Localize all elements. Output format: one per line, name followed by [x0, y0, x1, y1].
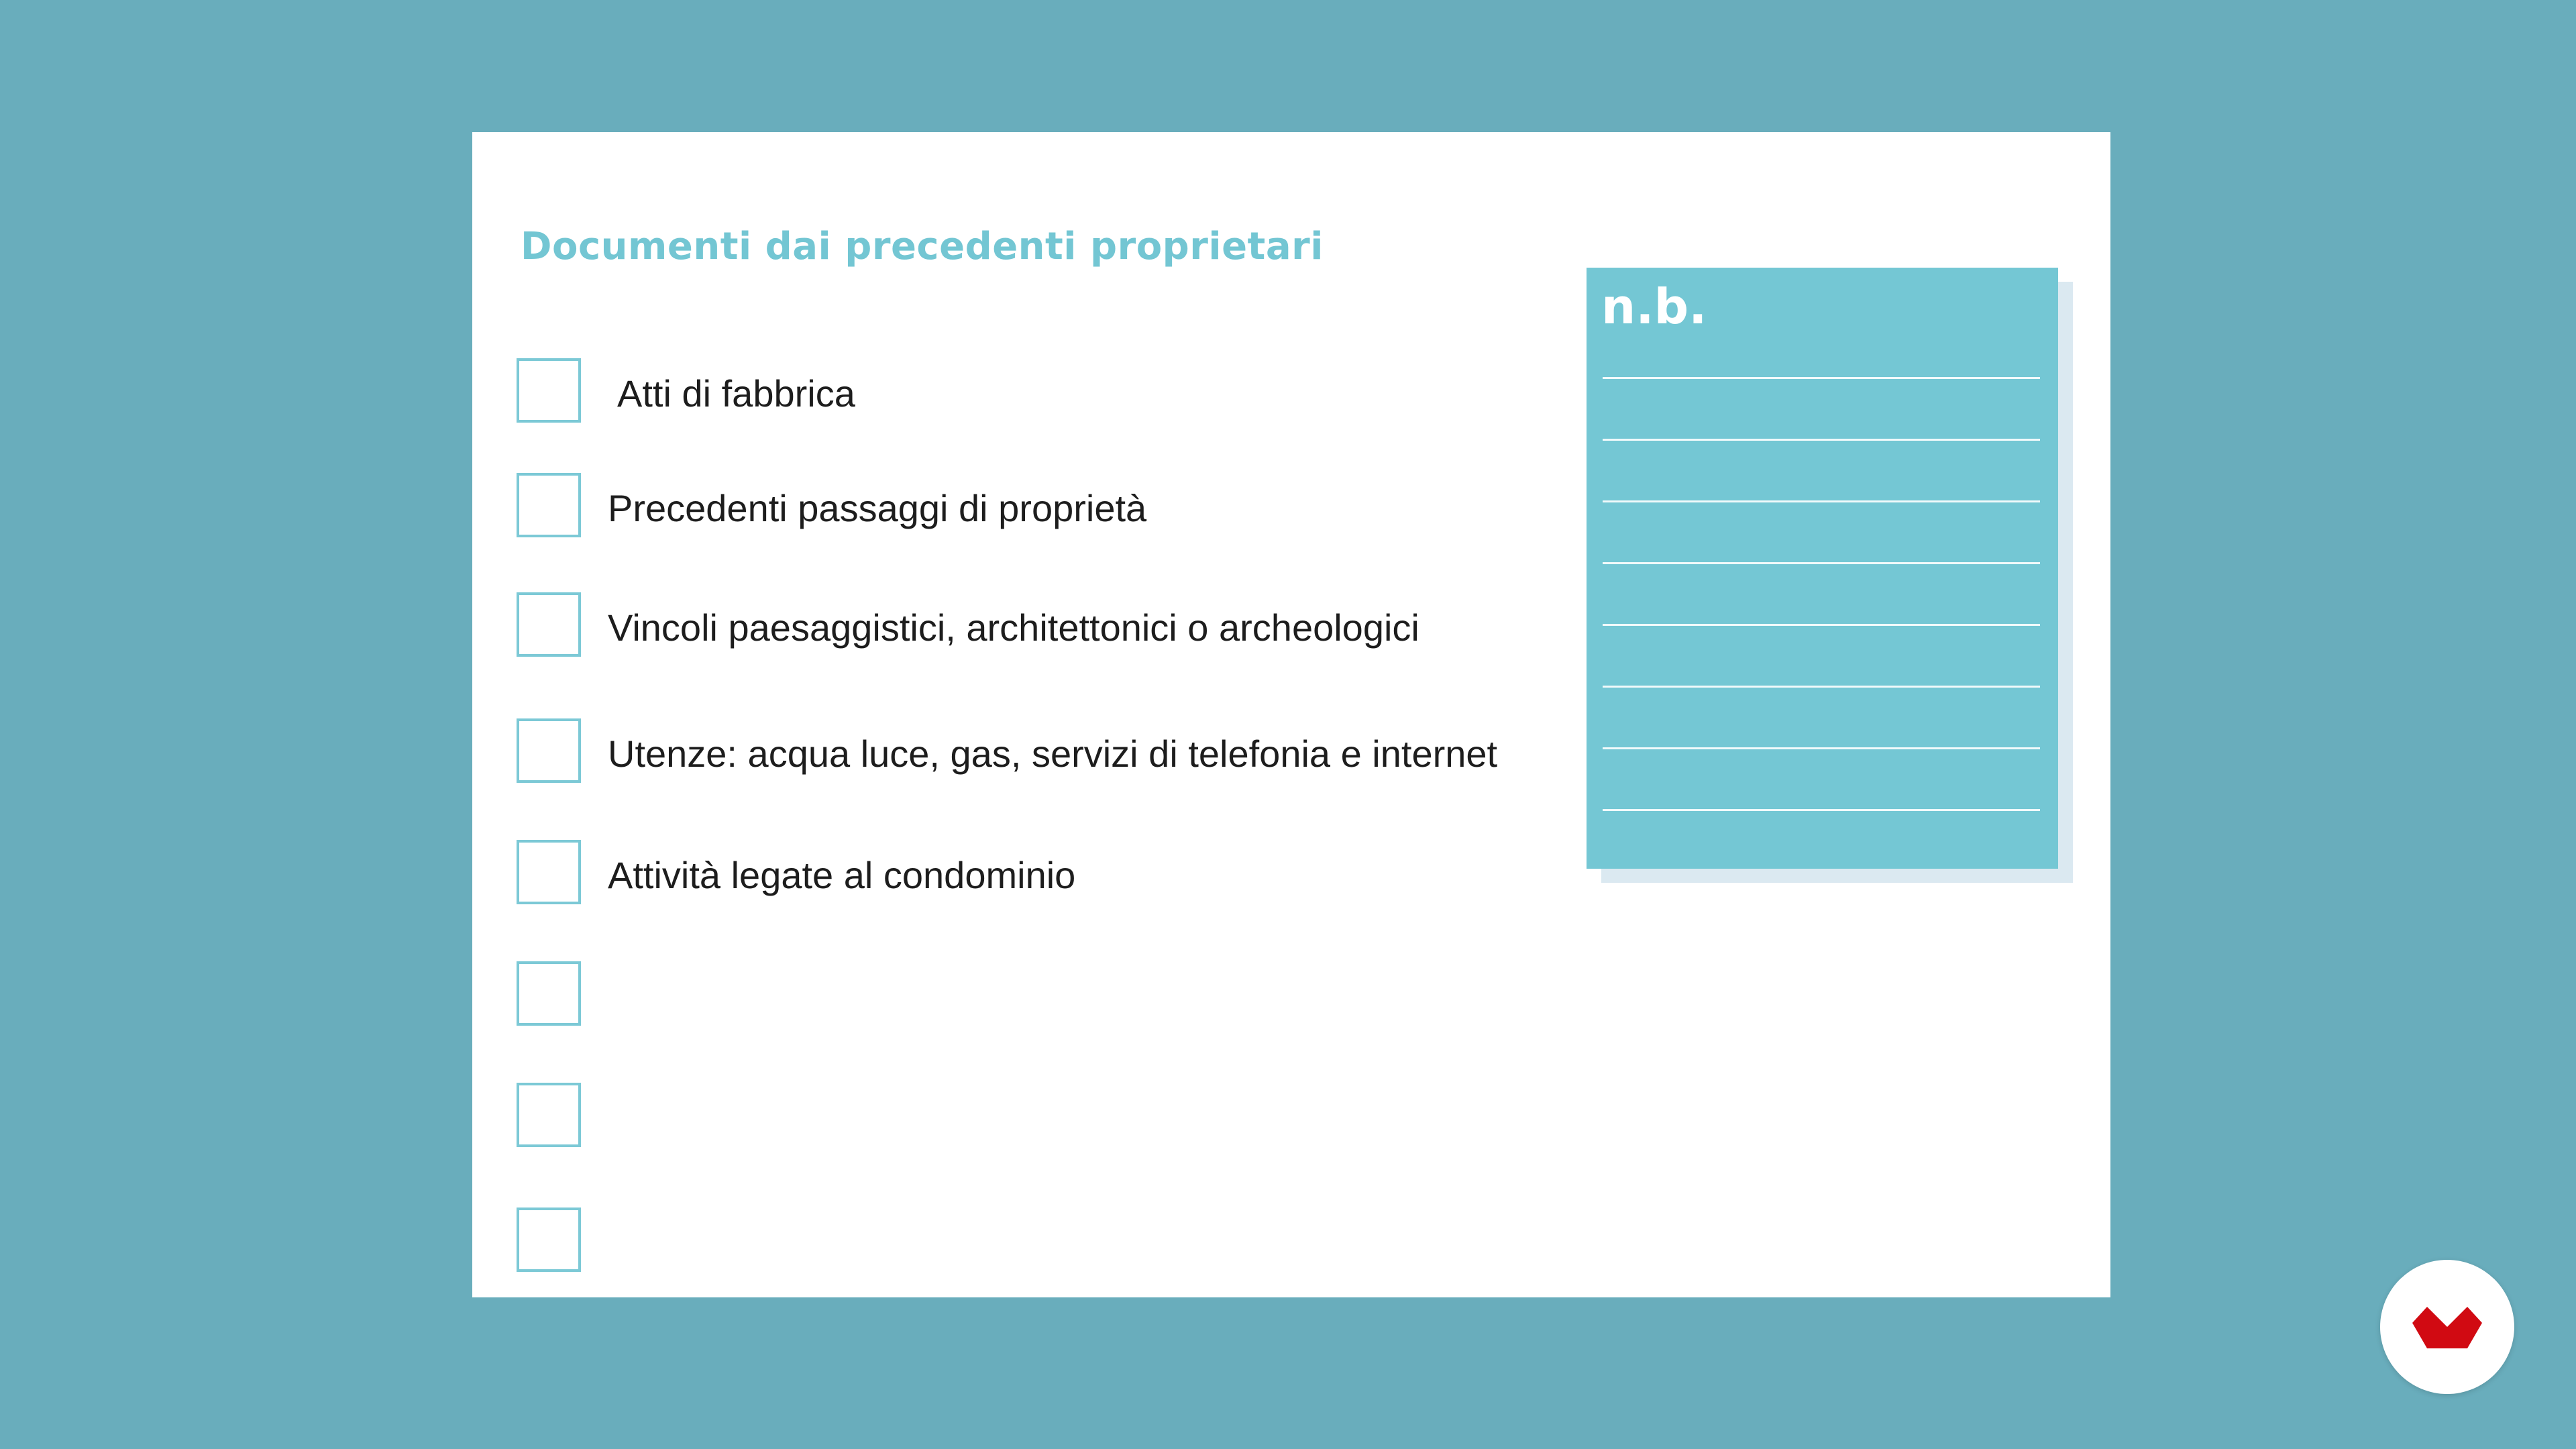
- checklist-item: [517, 473, 1590, 537]
- checklist-item-label: Vincoli paesaggistici, architettonici o archeologici: [608, 606, 1419, 649]
- note-title: n.b.: [1601, 278, 1707, 335]
- checklist-card: [472, 132, 2110, 1297]
- note-pad: [1587, 268, 2058, 869]
- checklist-item-label: Precedenti passaggi di proprietà: [608, 487, 1147, 529]
- checklist-item: [517, 1083, 1590, 1147]
- checklist-item: [517, 1208, 1590, 1272]
- checklist-item: [517, 840, 1590, 904]
- checklist-item-label: Attività legate al condominio: [608, 854, 1076, 896]
- note-line: [1603, 439, 2040, 441]
- checkbox[interactable]: [517, 1208, 581, 1272]
- checkbox[interactable]: [517, 840, 581, 904]
- checklist-item: [517, 718, 1590, 783]
- checklist-item-label: Utenze: acqua luce, gas, servizi di telefonia e internet: [608, 733, 1498, 775]
- checkbox[interactable]: [517, 961, 581, 1026]
- checklist-item: [517, 961, 1590, 1026]
- logo-badge: [2380, 1260, 2514, 1394]
- note-line: [1603, 747, 2040, 749]
- checkbox[interactable]: [517, 473, 581, 537]
- checklist-item-label: Atti di fabbrica: [617, 372, 855, 415]
- checklist-item: [517, 358, 1590, 423]
- checklist-item: [517, 592, 1590, 657]
- checkbox[interactable]: [517, 592, 581, 657]
- note-line: [1603, 377, 2040, 379]
- checkbox[interactable]: [517, 358, 581, 423]
- note-line: [1603, 686, 2040, 688]
- brand-logo-icon: [2412, 1307, 2482, 1348]
- checklist-title: Documenti dai precedenti proprietari: [521, 225, 1324, 268]
- note-line: [1603, 562, 2040, 564]
- note-line: [1603, 809, 2040, 811]
- note-line: [1603, 500, 2040, 502]
- checkbox[interactable]: [517, 718, 581, 783]
- checkbox[interactable]: [517, 1083, 581, 1147]
- note-line: [1603, 624, 2040, 626]
